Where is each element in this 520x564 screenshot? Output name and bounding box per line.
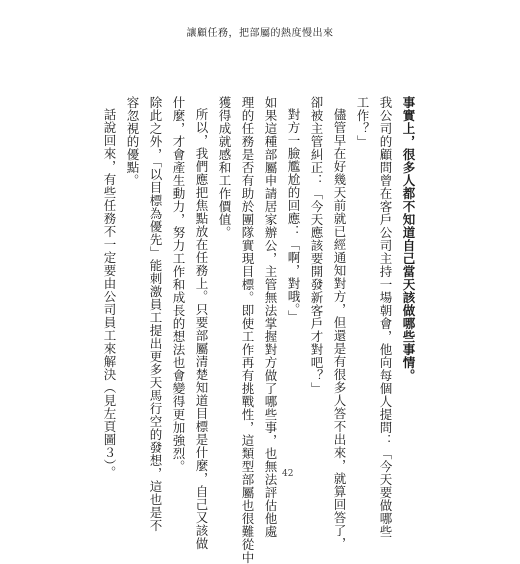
text-column: 卻被主管糾正：「今天應該要開發新客戶才對吧？」 <box>309 96 324 395</box>
text-column: 話說回來，有些任務不一定要由公司員工來解決（見左頁圖３）。 <box>102 108 117 479</box>
text-column: 什麼，才會產生動力，努力工作和成長的想法也會變得更加強烈。 <box>171 96 186 473</box>
text-column: 容忽視的優點。 <box>125 96 140 187</box>
text-column: 儘管早在好幾天前就已經通知對方，但還是有很多人答不出來，就算回答了， <box>332 108 347 550</box>
text-column: 獲得成就感和工作價值。 <box>217 96 232 239</box>
text-column: 工作？」 <box>355 96 370 148</box>
text-column: 我公司的顧問曾在客戶公司主持一場朝會，他向每個人提問：「今天要做哪些 <box>378 96 393 538</box>
running-head: 讓顧任務，把部屬的熱度慢出來 <box>186 28 334 39</box>
text-column: 如果這種部屬申請居家辦公，主管無法掌握對方做了哪些事，也無法評估他處 <box>263 96 278 538</box>
text-column: 除此之外，「以目標為優先」能刺激員工提出更多天馬行空的發想，這也是不 <box>148 96 163 532</box>
page-number: 42 <box>282 469 294 479</box>
text-column: 對方一臉尷尬的回應：「啊，對哦。」 <box>286 108 301 323</box>
text-column: 所以，我們應把焦點放在任務上。只要部屬清楚知道目標是什麼，自己又該做 <box>194 108 209 550</box>
lead-sentence: 事實上，很多人都不知道自己當天該做哪些事情。 <box>401 96 416 382</box>
text-column: 理的任務是否有助於團隊實現目標。即使工作再有挑戰性，這類型部屬也很難從中 <box>240 96 255 564</box>
